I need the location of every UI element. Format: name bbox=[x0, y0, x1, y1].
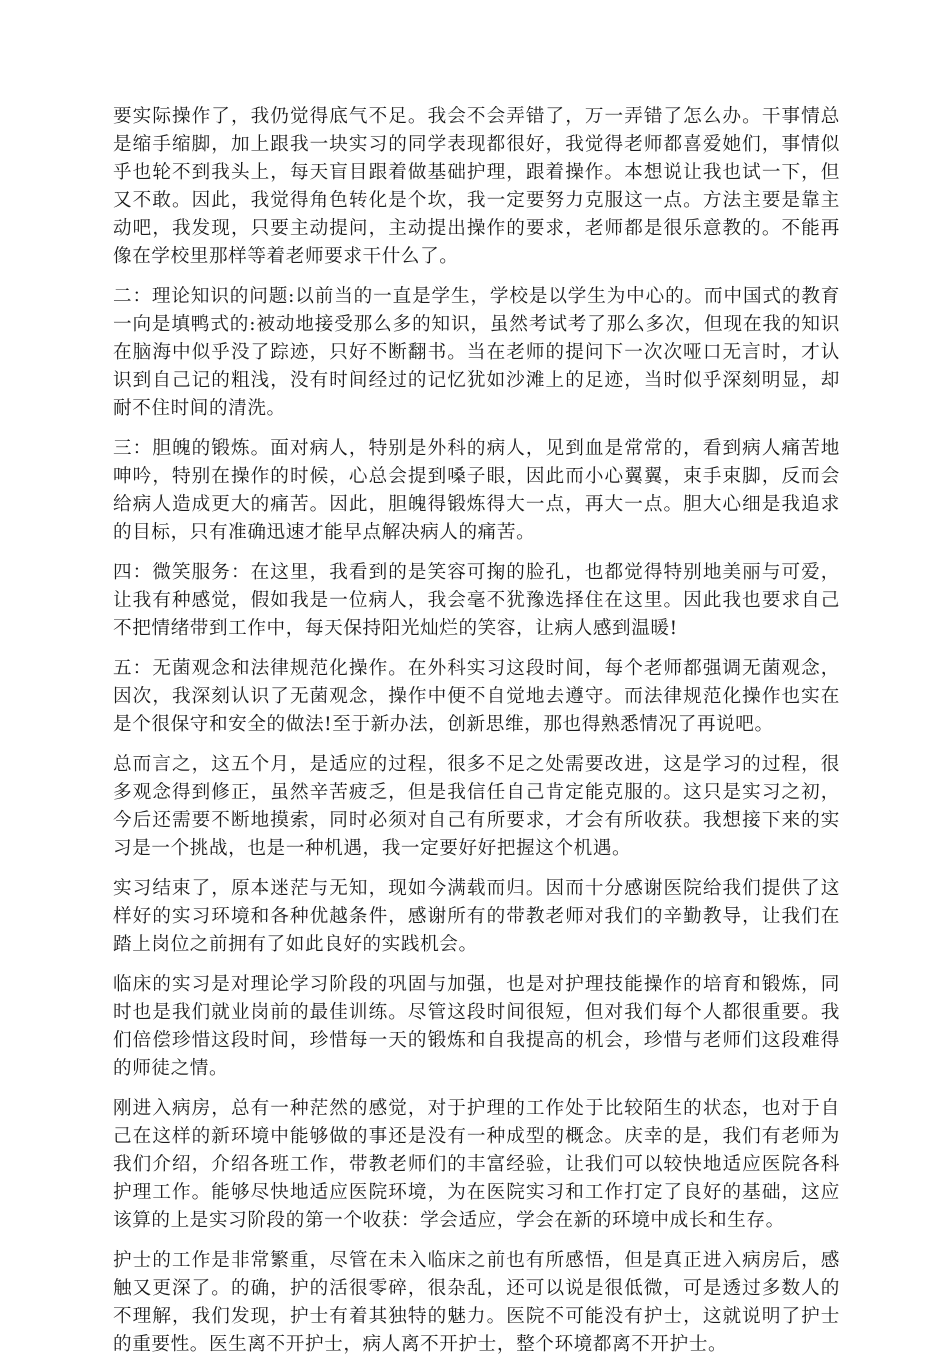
paragraph-6: 总而言之，这五个月，是适应的过程，很多不足之处需要改进，这是学习的过程，很多观念得到修正，虽然辛苦疲乏，但是我信任自己肯定能克服的。这只是实习之初，今后还需要不断地摸索，同时必须对自己有所要求，才会有所收获。我想接下来的实习是一个挑战，也是一种机遇，我一定要好好把握这个机遇。 bbox=[113, 754, 840, 859]
paragraph-2: 二：理论知识的问题:以前当的一直是学生，学校是以学生为中心的。而中国式的教育一向是填鸭式的:被动地接受那么多的知识，虽然考试考了那么多次，但现在我的知识在脑海中似乎没了踪迹，只好不断翻书。当在老师的提问下一次次哑口无言时，才认识到自己记的粗浅，没有时间经过的记忆犹如沙滩上的足迹，当时似乎深刻明显，却耐不住时间的清洗。 bbox=[113, 286, 840, 419]
paragraph-5: 五：无菌观念和法律规范化操作。在外科实习这段时间，每个老师都强调无菌观念，因次，我深刻认识了无菌观念，操作中便不自觉地去遵守。而法律规范化操作也实在是个很保守和安全的做法!至于新办法，创新思维，那也得熟悉情况了再说吧。 bbox=[113, 658, 840, 735]
paragraph-4: 四：微笑服务：在这里，我看到的是笑容可掬的脸孔，也都觉得特别地美丽与可爱，让我有种感觉，假如我是一位病人，我会毫不犹豫选择住在这里。因此我也要求自己不把情绪带到工作中，每天保持阳光灿烂的笑容，让病人感到温暖! bbox=[113, 562, 840, 639]
paragraph-7: 实习结束了，原本迷茫与无知，现如今满载而归。因而十分感谢医院给我们提供了这样好的实习环境和各种优越条件，感谢所有的带教老师对我们的辛勤教导，让我们在踏上岗位之前拥有了如此良好的实践机会。 bbox=[113, 878, 840, 955]
document-body bbox=[113, 103, 840, 1371]
paragraph-9: 刚进入病房，总有一种茫然的感觉，对于护理的工作处于比较陌生的状态，也对于自己在这样的新环境中能够做的事还是没有一种成型的概念。庆幸的是，我们有老师为我们介绍，介绍各班工作，带教老师们的丰富经验，让我们可以较快地适应医院各科护理工作。能够尽快地适应医院环境，为在医院实习和工作打定了良好的基础，这应该算的上是实习阶段的第一个收获：学会适应，学会在新的环境中成长和生存。 bbox=[113, 1098, 840, 1231]
paragraph-10: 护士的工作是非常繁重，尽管在未入临床之前也有所感悟，但是真正进入病房后，感触又更深了。的确，护的活很零碎，很杂乱，还可以说是很低微，可是透过多数人的不理解，我们发现，护士有着其独特的魅力。医院不可能没有护士，这就说明了护士的重要性。医生离不开护士，病人离不开护士，整个环境都离不开护士。 bbox=[113, 1250, 840, 1355]
paragraph-3: 三：胆魄的锻炼。面对病人，特别是外科的病人，见到血是常常的，看到病人痛苦地呻吟，特别在操作的时候，心总会提到嗓子眼，因此而小心翼翼，束手束脚，反而会给病人造成更大的痛苦。因此，胆魄得锻炼得大一点，再大一点。胆大心细是我追求的目标，只有准确迅速才能早点解决病人的痛苦。 bbox=[113, 438, 840, 543]
paragraph-1: 要实际操作了，我仍觉得底气不足。我会不会弄错了，万一弄错了怎么办。干事情总是缩手缩脚，加上跟我一块实习的同学表现都很好，我觉得老师都喜爱她们，事情似乎也轮不到我头上，每天盲目跟着做基础护理，跟着操作。本想说让我也试一下，但又不敢。因此，我觉得角色转化是个坎，我一定要努力克服这一点。方法主要是靠主动吧，我发现，只要主动提问，主动提出操作的要求，老师都是很乐意教的。不能再像在学校里那样等着老师要求干什么了。 bbox=[113, 106, 840, 267]
paragraph-8: 临床的实习是对理论学习阶段的巩固与加强，也是对护理技能操作的培育和锻炼，同时也是我们就业岗前的最佳训练。尽管这段时间很短，但对我们每个人都很重要。我们倍偿珍惜这段时间，珍惜每一天的锻炼和自我提高的机会，珍惜与老师们这段难得的师徒之情。 bbox=[113, 974, 840, 1079]
